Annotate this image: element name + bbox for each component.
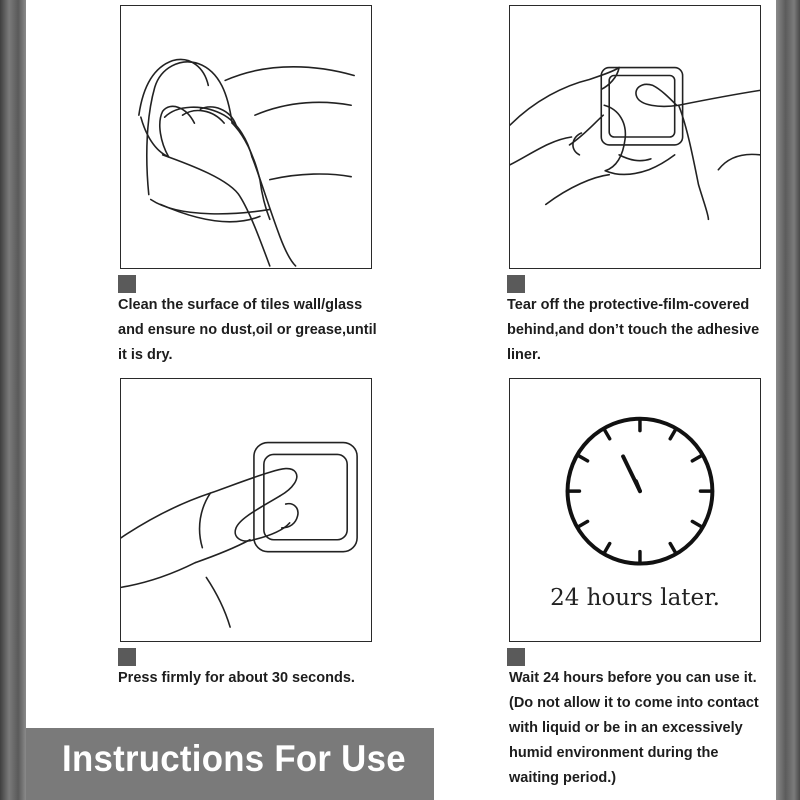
clock-caption: 24 hours later. [550, 585, 720, 611]
caption-line: Press firmly for about 30 seconds. [118, 670, 355, 686]
peel-film-illustration [510, 6, 760, 268]
press-finger-illustration [121, 379, 371, 641]
step-2-panel [509, 5, 761, 269]
caption-line: liner. [507, 347, 541, 363]
caption-line: behind,and don’t touch the adhesive [507, 322, 760, 338]
left-frame-edge [0, 0, 26, 800]
caption-line: and ensure no dust,oil or grease,until [118, 322, 377, 338]
step-4-caption [509, 666, 759, 791]
step-1-marker [118, 275, 136, 293]
caption-line: humid environment during the [509, 745, 719, 761]
right-frame-edge [776, 0, 800, 800]
step-2-marker [507, 275, 525, 293]
caption-line: it is dry. [118, 347, 173, 363]
step-3-panel [120, 378, 372, 642]
caption-line: waiting period.) [509, 770, 617, 786]
caption-line: with liquid or be in an excessively [509, 720, 743, 736]
step-1-panel [120, 5, 372, 269]
page-title: Instructions For Use [62, 738, 406, 779]
step-4-panel [509, 378, 761, 642]
step-3-caption [118, 666, 355, 691]
step-4-marker [507, 648, 525, 666]
caption-line: (Do not allow it to come into contact [509, 695, 759, 711]
step-3-marker [118, 648, 136, 666]
step-2-caption [507, 293, 759, 368]
caption-line: Wait 24 hours before you can use it. [509, 670, 757, 686]
caption-line: Clean the surface of tiles wall/glass [118, 297, 363, 313]
wipe-surface-illustration [121, 6, 371, 268]
caption-line: Tear off the protective-film-covered [507, 297, 750, 313]
step-1-caption [118, 293, 377, 368]
